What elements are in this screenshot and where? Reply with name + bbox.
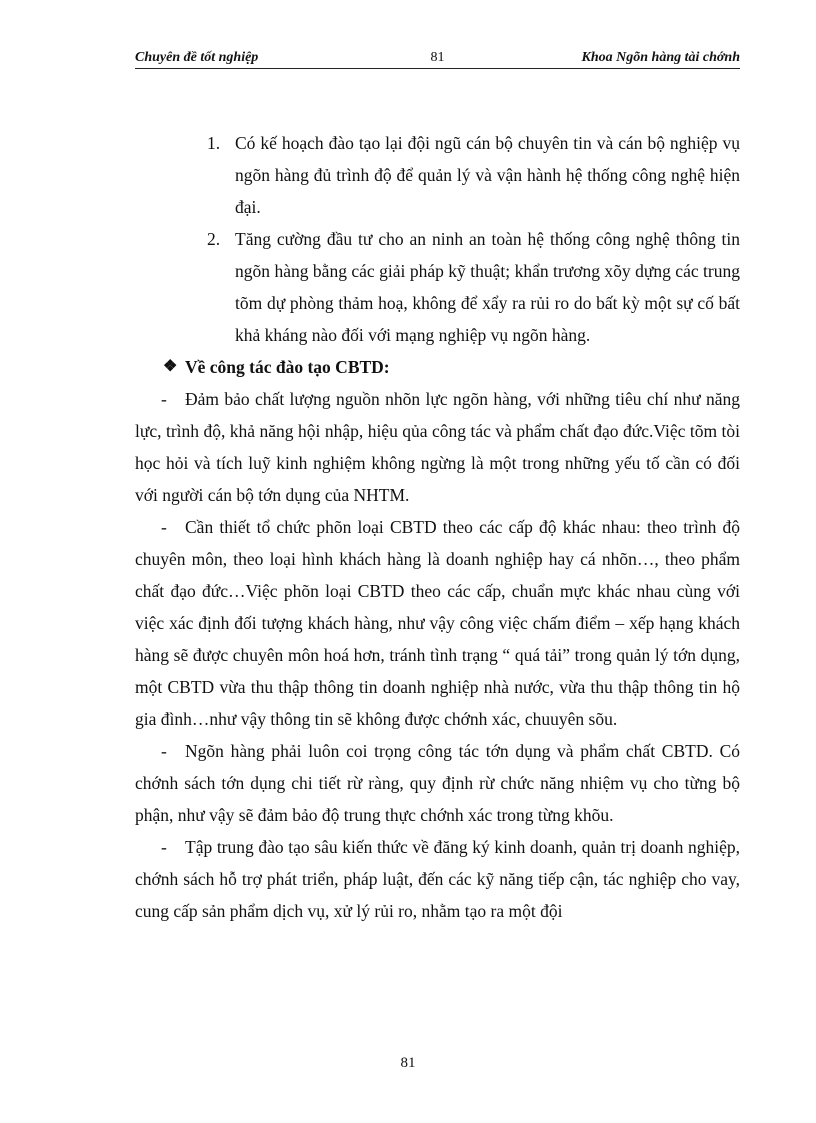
item-text: Tăng cường đầu tư cho an ninh an toàn hệ thống công nghệ thông tin ngõn hàng bằng các giải pháp kỹ thuật; khẩn trương xõy dựng các trung tõm dự phòng thảm hoạ, không để xẩy ra rủi ro do bất kỳ một sự cố bất khả kháng nào đối với mạng nghiệp vụ ngõn hàng. (235, 229, 740, 345)
dash-paragraph (135, 511, 740, 735)
section-heading (135, 351, 740, 383)
dash-marker: - (161, 741, 167, 761)
item-number: 2. (207, 229, 221, 249)
dash-marker: - (161, 837, 167, 857)
section-heading-text: Về công tác đào tạo CBTD: (185, 357, 390, 377)
header-page-number: 81 (430, 50, 445, 65)
footer-page-number: 81 (400, 1055, 416, 1071)
dash-paragraph (135, 831, 740, 927)
diamond-bullet-icon: ❖ (163, 358, 178, 375)
paragraph-text: Ngõn hàng phải luôn coi trọng công tác tớn dụng và phẩm chất CBTD. Có chớnh sách tớn dụng chi tiết rừ ràng, quy định rừ chức năng nhiệm vụ cho từng bộ phận, như vậy sẽ đảm bảo độ trung thực chớnh xác trong từng khõu. (135, 741, 740, 825)
paragraph-text: Đảm bảo chất lượng nguồn nhõn lực ngõn hàng, với những tiêu chí như năng lực, trình độ, khả năng hội nhập, hiệu qủa công tác và phẩm chất đạo đức.Việc tõm tòi học hỏi và tích luỹ kinh nghiệm không ngừng là một trong những yếu tố cần có đối với người cán bộ tớn dụng của NHTM. (135, 389, 740, 505)
numbered-item (135, 223, 740, 351)
dash-marker: - (161, 389, 167, 409)
page-footer (0, 1055, 816, 1072)
paragraph-text: Tập trung đào tạo sâu kiến thức về đăng ký kinh doanh, quản trị doanh nghiệp, chớnh sách hỗ trợ phát triển, pháp luật, đến các kỹ năng tiếp cận, tác nghiệp cho vay, cung cấp sản phẩm dịch vụ, xử lý rủi ro, nhằm tạo ra một đội (135, 837, 740, 921)
header-right-title: Khoa Ngõn hàng tài chớnh (581, 50, 740, 65)
dash-paragraph (135, 383, 740, 511)
item-number: 1. (207, 133, 221, 153)
header-left-title: Chuyên đề tốt nghiệp (135, 50, 259, 65)
paragraph-text: Cần thiết tổ chức phõn loại CBTD theo các cấp độ khác nhau: theo trình độ chuyên môn, theo loại hình khách hàng là doanh nghiệp hay cá nhõn…, theo phẩm chất đạo đức…Việc phõn loại CBTD theo các cấp, chuẩn mực khác nhau cùng với việc xác định đối tượng khách hàng, như vậy công việc chấm điểm – xếp hạng khách hàng sẽ được chuyên môn hoá hơn, tránh tình trạng “ quá tải” trong quản lý tớn dụng, một CBTD vừa thu thập thông tin doanh nghiệp nhà nước, vừa thu thập thông tin hộ gia đình…như vậy thông tin sẽ không được chớnh xác, chuuyên sõu. (135, 517, 740, 729)
numbered-item (135, 127, 740, 223)
page-header (135, 48, 740, 69)
item-text: Có kế hoạch đào tạo lại đội ngũ cán bộ chuyên tin và cán bộ nghiệp vụ ngõn hàng đủ trình độ để quản lý và vận hành hệ thống công nghệ hiện đại. (235, 133, 740, 217)
dash-marker: - (161, 517, 167, 537)
document-body (135, 127, 740, 927)
dash-paragraph (135, 735, 740, 831)
